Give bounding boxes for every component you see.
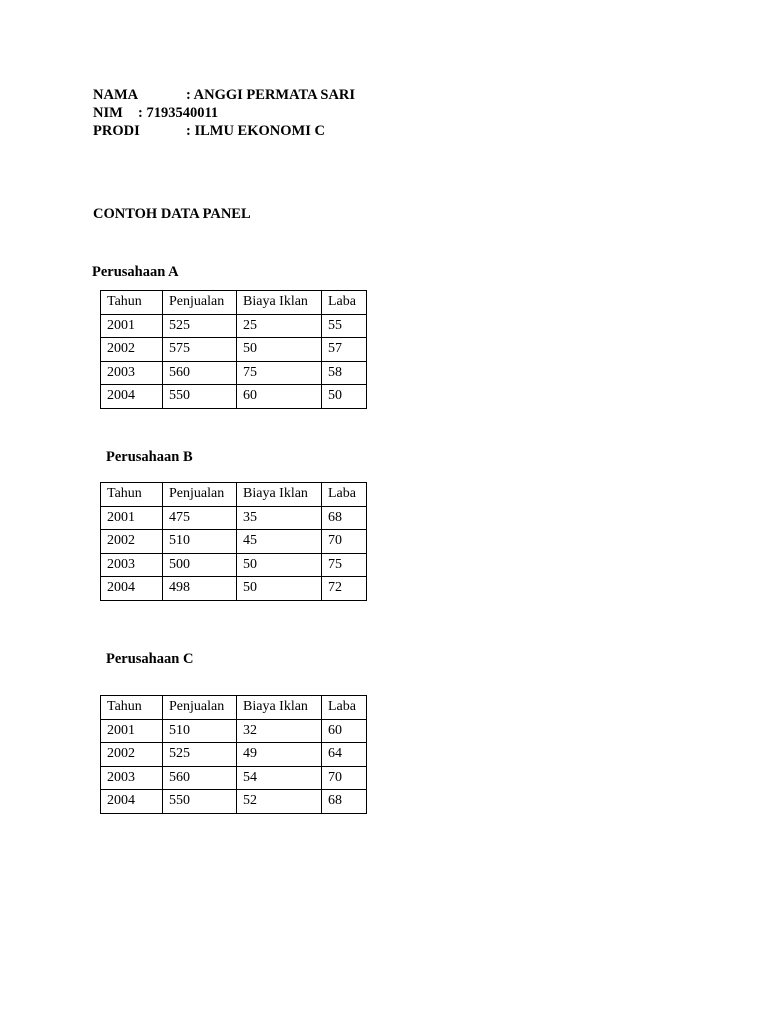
header-cell: Laba — [322, 483, 367, 507]
table-cell: 575 — [163, 338, 237, 362]
table-cell: 560 — [163, 361, 237, 385]
table-cell: 498 — [163, 577, 237, 601]
table-cell: 68 — [322, 506, 367, 530]
table-cell: 57 — [322, 338, 367, 362]
table-perusahaan-b — [100, 482, 367, 601]
header-cell: Penjualan — [163, 291, 237, 315]
table-row — [101, 530, 367, 554]
table-row — [101, 385, 367, 409]
table-cell: 500 — [163, 553, 237, 577]
header-cell: Biaya Iklan — [237, 696, 322, 720]
table-row — [101, 743, 367, 767]
table-cell: 70 — [322, 766, 367, 790]
header-cell: Laba — [322, 291, 367, 315]
table-cell: 50 — [237, 338, 322, 362]
table-cell: 49 — [237, 743, 322, 767]
section-label-c: Perusahaan C — [106, 651, 194, 667]
table-cell: 525 — [163, 314, 237, 338]
header-cell: Tahun — [101, 483, 163, 507]
table-row — [101, 314, 367, 338]
table-cell: 60 — [237, 385, 322, 409]
table-cell: 550 — [163, 385, 237, 409]
header-cell: Penjualan — [163, 696, 237, 720]
section-label-a: Perusahaan A — [92, 264, 179, 280]
table-cell: 2004 — [101, 385, 163, 409]
header-cell: Laba — [322, 696, 367, 720]
table-cell: 2001 — [101, 719, 163, 743]
header-cell: Tahun — [101, 291, 163, 315]
table-cell: 2002 — [101, 530, 163, 554]
table-cell: 475 — [163, 506, 237, 530]
table-cell: 510 — [163, 719, 237, 743]
table-cell: 35 — [237, 506, 322, 530]
header-cell: Biaya Iklan — [237, 483, 322, 507]
prodi-label: PRODI — [93, 123, 140, 139]
table-cell: 2001 — [101, 314, 163, 338]
table-row — [101, 719, 367, 743]
table-cell: 68 — [322, 790, 367, 814]
section-label-b: Perusahaan B — [106, 449, 193, 465]
table-cell: 52 — [237, 790, 322, 814]
table-cell: 550 — [163, 790, 237, 814]
table-cell: 58 — [322, 361, 367, 385]
table-cell: 72 — [322, 577, 367, 601]
nama-label: NAMA — [93, 87, 139, 103]
document-title: CONTOH DATA PANEL — [93, 206, 251, 222]
table-cell: 2004 — [101, 790, 163, 814]
table-cell: 55 — [322, 314, 367, 338]
table-cell: 2003 — [101, 766, 163, 790]
nama-value: : ANGGI PERMATA SARI — [186, 87, 356, 103]
header-cell: Tahun — [101, 696, 163, 720]
table-cell: 50 — [322, 385, 367, 409]
table-cell: 2003 — [101, 553, 163, 577]
table-cell: 560 — [163, 766, 237, 790]
table-cell: 75 — [237, 361, 322, 385]
table-row — [101, 338, 367, 362]
table-cell: 2002 — [101, 338, 163, 362]
table-cell: 54 — [237, 766, 322, 790]
table-cell: 2003 — [101, 361, 163, 385]
table-cell: 50 — [237, 553, 322, 577]
table-cell: 70 — [322, 530, 367, 554]
table-cell: 32 — [237, 719, 322, 743]
table-perusahaan-a — [100, 290, 367, 409]
table-row — [101, 553, 367, 577]
table-cell: 25 — [237, 314, 322, 338]
table-cell: 45 — [237, 530, 322, 554]
table-cell: 64 — [322, 743, 367, 767]
table-header-row — [101, 483, 367, 507]
table-cell: 525 — [163, 743, 237, 767]
table-header-row — [101, 291, 367, 315]
table-cell: 510 — [163, 530, 237, 554]
header-cell: Biaya Iklan — [237, 291, 322, 315]
table-cell: 75 — [322, 553, 367, 577]
nim-value: : 7193540011 — [138, 105, 219, 121]
table-row — [101, 790, 367, 814]
header-cell: Penjualan — [163, 483, 237, 507]
table-cell: 2002 — [101, 743, 163, 767]
table-header-row — [101, 696, 367, 720]
table-row — [101, 361, 367, 385]
table-row — [101, 577, 367, 601]
table-cell: 60 — [322, 719, 367, 743]
prodi-value: : ILMU EKONOMI C — [186, 123, 325, 139]
nim-label: NIM — [93, 105, 123, 121]
table-row — [101, 506, 367, 530]
table-cell: 50 — [237, 577, 322, 601]
table-row — [101, 766, 367, 790]
table-perusahaan-c — [100, 695, 367, 814]
table-cell: 2004 — [101, 577, 163, 601]
table-cell: 2001 — [101, 506, 163, 530]
